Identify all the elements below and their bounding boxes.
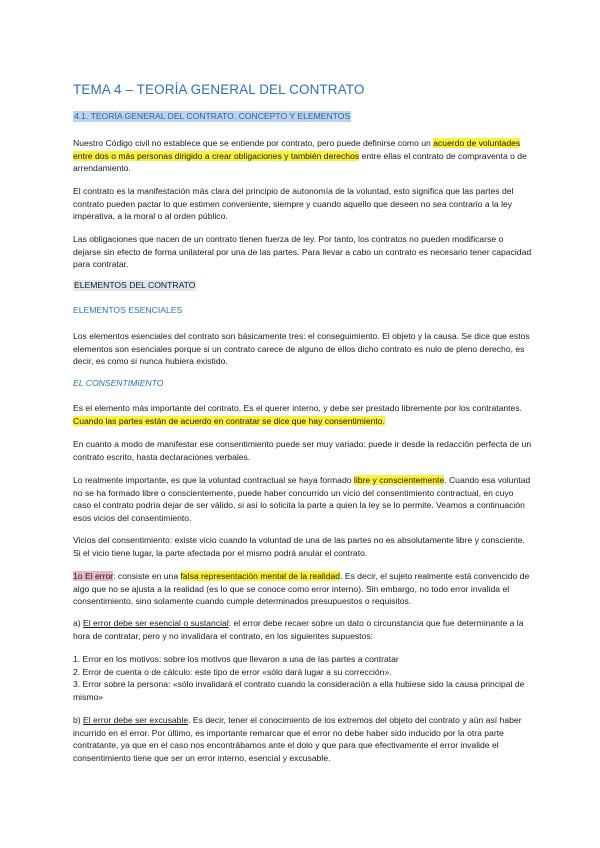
paragraph-vicios: Vicios del consentimiento: existe vicio cuando la voluntad de una de las partes no es absolutamente libre y consciente. Si el vicio tiene lugar, la parte afectada por el mismo podrá anular el contrato. — [73, 535, 525, 558]
paragraph-error-esencial — [73, 617, 533, 642]
text-run: Nuestro Código civil no establece que se entiende por contrato, pero puede definirse como un — [73, 138, 434, 148]
paragraph-essential-elements: Los elementos esenciales del contrato son básicamente tres: el conseguimiento. El objeto y la causa. Se dice que estos elementos son esenciales porque si un contrato carece de alguno de ellos dicho contrato es nulo de pleno derecho, es decir, es como si nunca hubiera existido. — [73, 331, 530, 367]
paragraph-error — [73, 570, 533, 608]
list-item: 2. Error de cuenta o de cálculo: este tipo de error «sólo dará lugar a su corrección». — [73, 666, 392, 677]
paragraph-obligations: Las obligaciones que nacen de un contrato tienen fuerza de ley. Por tanto, los contratos no pueden modificarse o dejarse sin efecto de forma unilateral por una de las partes. Para llevar a cabo un contrato es necesario tener capacidad para contratar. — [73, 234, 532, 270]
underlined-text: El error debe ser esencial o sustancial — [83, 618, 229, 628]
highlighted-text: Cuando las partes están de acuerdo en contratar se dice que hay consentimiento. — [73, 415, 385, 426]
text-run: . Es decir, tener el conocimiento de los extremos del objeto del contrato y aún así haber incurrido en el error. Por último, es importante remarcar que el error no debe haber sido inducido por la otra parte contratante, ya que en el caso nos encontrábamos ante el dolo y que para que efectivamente el error invalide el consentimiento tiene que ser un error interno, esencial y excusable. — [73, 715, 522, 763]
text-run: b) — [73, 715, 84, 725]
highlighted-lead: 1o El error — [73, 571, 114, 581]
paragraph-autonomy: El contrato es la manifestación más clara del principio de autonomía de la voluntad, esto significa que las partes del contrato pueden pactar lo que estimen conveniente, siempre y cuando aquello que deseen no sea contrario a la ley imperativa, a la moral o al orden público. — [73, 186, 514, 222]
underlined-text: El error debe ser excusable — [83, 715, 189, 725]
text-run: . Cuando esa voluntad no se ha formado libre o conscientemente, puede haber concurrido un vicio del consentimiento contractual, en cuyo caso el contrato podría dejar de ser válido, si así lo solicita la parte a quien la ley se lo permite. Veamos a continuación esos vicios del consentimiento. — [73, 475, 531, 523]
paragraph-consent — [73, 402, 533, 427]
page-title: TEMA 4 – TEORÍA GENERAL DEL CONTRATO — [73, 82, 365, 97]
subheading-consent: EL CONSENTIMIENTO — [73, 378, 164, 388]
highlighted-text: libre y conscientemente — [353, 475, 445, 485]
text-run: : consiste en una — [113, 571, 181, 581]
text-run: . Es decir, el sujeto realmente está convencido de algo que no se ajusta a la realidad (es lo que se conoce como error interno). Sin embargo, no todo error invalida el consentimiento, sino solamente cuando cumple determinados presupuestos o requisitos. — [73, 571, 530, 607]
section-subtitle: 4.1. TEORÍA GENERAL DEL CONTRATO. CONCEPTO Y ELEMENTOS — [74, 111, 351, 121]
text-run: : el error debe recaer sobre un dato o circunstancia que fue determinante a la hora de contratar, pero y no invalidara el contrato, en los siguientes supuestos: — [73, 618, 524, 641]
section-heading: ELEMENTOS DEL CONTRATO — [74, 280, 196, 290]
paragraph-error-excusable — [73, 714, 533, 764]
highlighted-text: acuerdo de voluntades entre dos o más personas dirigido a crear obligaciones y también derechos — [73, 138, 521, 161]
list-item: 3. Error sobre la persona: «sólo invalidará el contrato cuando la consideración a ella hubiese sido la causa principal de mismo» — [73, 679, 525, 702]
text-run: Lo realmente importante, es que la voluntad contractual se haya formado — [73, 475, 354, 485]
list-item: 1. Error en los motivos: sobre los motivos que llevaron a una de las partes a contratar — [73, 654, 399, 664]
paragraph-voluntad — [73, 474, 533, 524]
text-run: entre ellas el contrato de compraventa o de arrendamiento. — [73, 150, 527, 174]
subheading-essential-elements: ELEMENTOS ESENCIALES — [73, 305, 183, 315]
highlighted-text: falsa representación mental de la realidad — [180, 571, 341, 581]
paragraph-manifest: En cuanto a modo de manifestar ese consentimiento puede ser muy variado: puede ir desde la redacción perfecta de un contrato escrito, hasta declaraciones verbales. — [73, 439, 532, 462]
paragraph-definition — [73, 137, 533, 175]
text-run: a) — [73, 618, 84, 628]
text-run: Es el elemento más importante del contrato. Es el querer interno, y debe ser prestado libremente por los contratantes. — [73, 403, 523, 413]
